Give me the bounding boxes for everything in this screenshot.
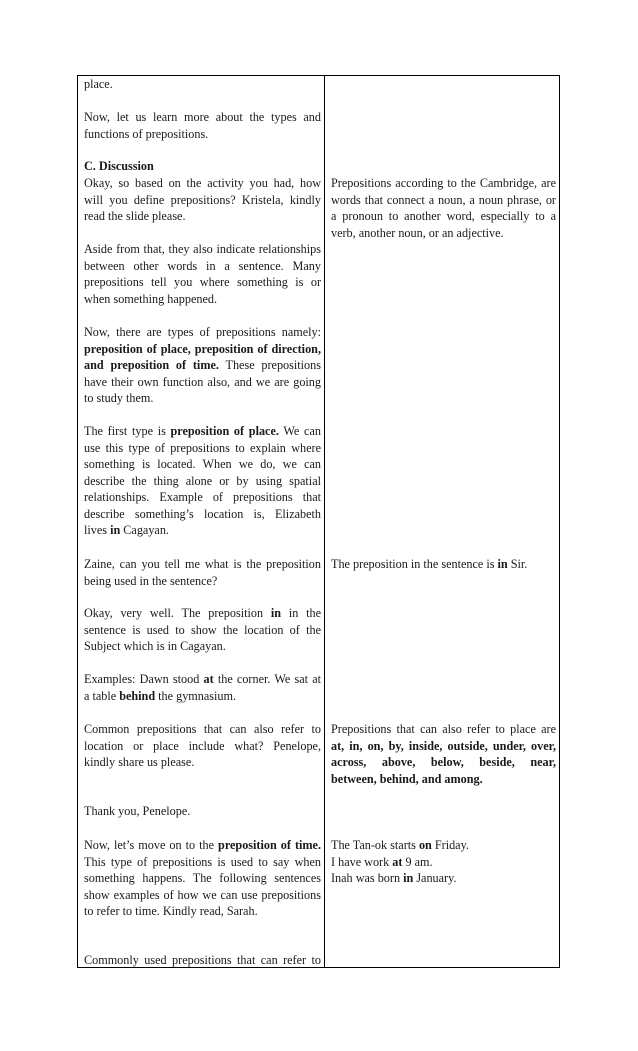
text-run: Examples: Dawn stood — [84, 672, 204, 686]
text-line — [84, 522, 321, 539]
text-run: 9 am. — [402, 854, 433, 869]
paragraph-place-list — [331, 721, 556, 787]
text-line — [331, 556, 556, 573]
text-line: Prepositions that can also refer to place are — [331, 722, 556, 736]
paragraph-place — [84, 76, 321, 93]
text-line: place. — [84, 77, 113, 91]
text-line: something is located. When we do, we can — [84, 457, 321, 471]
bold-text: between, behind, and among. — [331, 771, 483, 786]
text-line: Now, there are types of prepositions namely: — [84, 325, 321, 339]
text-run: the gymnasium. — [155, 688, 237, 703]
text-run: Sir. — [507, 557, 528, 571]
text-run: Friday. — [431, 838, 469, 852]
text-line: to study them. — [84, 391, 154, 405]
text-line — [331, 870, 556, 887]
bold-text: at — [392, 854, 403, 869]
bold-text: in — [110, 523, 121, 537]
text-line: have their own function also, and we are going — [84, 374, 321, 389]
paragraph-zaine — [84, 556, 321, 589]
text-line: verb, another noun, or an adjective. — [331, 225, 504, 240]
text-line: Aside from that, they also indicate relationships — [84, 242, 321, 256]
text-line: Thank you, Penelope. — [84, 804, 191, 818]
text-line: Zaine, can you tell me what is the preposition — [84, 557, 321, 571]
text-line: read the slide please. — [84, 209, 186, 223]
text-line — [84, 423, 321, 440]
paragraph-define-prepositions — [84, 175, 321, 225]
paragraph-very-well — [84, 605, 321, 655]
paragraph-first-type — [84, 423, 321, 539]
text-line — [84, 837, 321, 854]
paragraph-time — [84, 837, 321, 920]
paragraph-types — [84, 324, 321, 407]
text-run: I have work — [331, 854, 393, 869]
text-line — [331, 854, 556, 871]
text-line — [331, 738, 556, 755]
text-line: show examples of how we can use prepositions — [84, 887, 321, 902]
text-line: words that connect a noun, a noun phrase, or — [331, 192, 556, 207]
bold-text: at — [203, 672, 214, 686]
text-run: These prepositions — [218, 358, 321, 372]
text-line — [84, 605, 321, 622]
paragraph-aside — [84, 241, 321, 307]
text-run: lives — [84, 523, 111, 537]
text-line — [331, 754, 556, 771]
text-run: the corner. We sat at — [213, 672, 322, 686]
heading-text: C. Discussion — [84, 159, 154, 173]
bold-text: in — [270, 606, 282, 620]
bold-text: preposition of place, preposition of direction, — [84, 341, 321, 356]
section-heading-discussion — [84, 158, 321, 175]
paragraph-common-place — [84, 721, 321, 771]
bold-text: in — [497, 557, 508, 571]
paragraph-commonly-used — [84, 952, 321, 969]
text-line: relationships. Example of prepositions that — [84, 490, 321, 504]
text-run: Inah was born — [331, 871, 404, 885]
text-line: Subject which is in Cagayan. — [84, 639, 226, 653]
text-line — [331, 771, 556, 788]
text-line: describe the thing alone or by using spatial — [84, 473, 321, 488]
text-line: something happens. The following sentences — [84, 871, 321, 885]
lesson-table — [77, 75, 560, 968]
bold-text: behind — [119, 688, 156, 703]
text-line — [84, 671, 321, 688]
text-line — [84, 341, 321, 358]
text-run: in the — [281, 606, 322, 620]
text-line: Now, let us learn more about the types and — [84, 110, 321, 124]
text-line — [331, 837, 556, 854]
text-run: The first type is — [84, 424, 171, 438]
text-line: Okay, so based on the activity you had, how — [84, 176, 321, 190]
text-line: Prepositions according to the Cambridge, are — [331, 176, 556, 190]
text-line: use this type of prepositions to explain where — [84, 440, 321, 455]
text-line: a pronoun to another word, especially to a — [331, 209, 556, 223]
text-line: being used in the sentence? — [84, 573, 218, 588]
text-run: Cagayan. — [120, 523, 169, 537]
bold-text: and preposition of time. — [84, 358, 219, 372]
bold-text: at, in, on, by, inside, outside, under, over, — [331, 738, 556, 753]
paragraph-definition — [331, 175, 556, 241]
text-run: The Tan-ok starts — [331, 838, 419, 852]
text-line: sentence is used to show the location of the — [84, 622, 321, 637]
text-run: January. — [413, 871, 457, 885]
paragraph-answer — [331, 556, 556, 573]
text-line: Common prepositions that can also refer to — [84, 722, 321, 736]
text-line: kindly share us please. — [84, 755, 195, 769]
bold-text: in — [403, 871, 414, 885]
paragraph-thanks — [84, 803, 321, 820]
column-divider — [324, 76, 325, 967]
text-line: will you define prepositions? Kristela, kindly — [84, 192, 321, 207]
paragraph-learn-more — [84, 109, 321, 142]
text-run: The preposition in the sentence is — [331, 557, 498, 571]
bold-text: preposition of place. — [170, 424, 279, 438]
text-run: Now, let’s move on to the — [84, 838, 219, 852]
bold-text: on — [418, 838, 432, 852]
text-line: prepositions tell you where something is or — [84, 275, 321, 289]
text-run: a table — [84, 688, 120, 703]
bold-text: preposition of time. — [218, 838, 321, 852]
text-line: This type of prepositions is used to say when — [84, 854, 321, 869]
text-line — [84, 357, 321, 374]
text-line: between other words in a sentence. Many — [84, 258, 321, 273]
text-line: to refer to time. Kindly read, Sarah. — [84, 904, 258, 918]
text-run: Okay, very well. The preposition — [84, 606, 271, 620]
text-line: location or place include what? Penelope, — [84, 738, 321, 753]
bold-text: across, above, below, beside, near, — [331, 755, 556, 769]
text-line — [84, 688, 321, 705]
text-line: when something happened. — [84, 291, 218, 306]
paragraph-time-examples — [331, 837, 556, 887]
text-line: functions of prepositions. — [84, 126, 209, 141]
text-run: We can — [278, 424, 321, 438]
text-line: Commonly used prepositions that can refer to — [84, 953, 321, 967]
text-line: describe something’s location is, Elizabeth — [84, 506, 321, 521]
paragraph-examples — [84, 671, 321, 704]
